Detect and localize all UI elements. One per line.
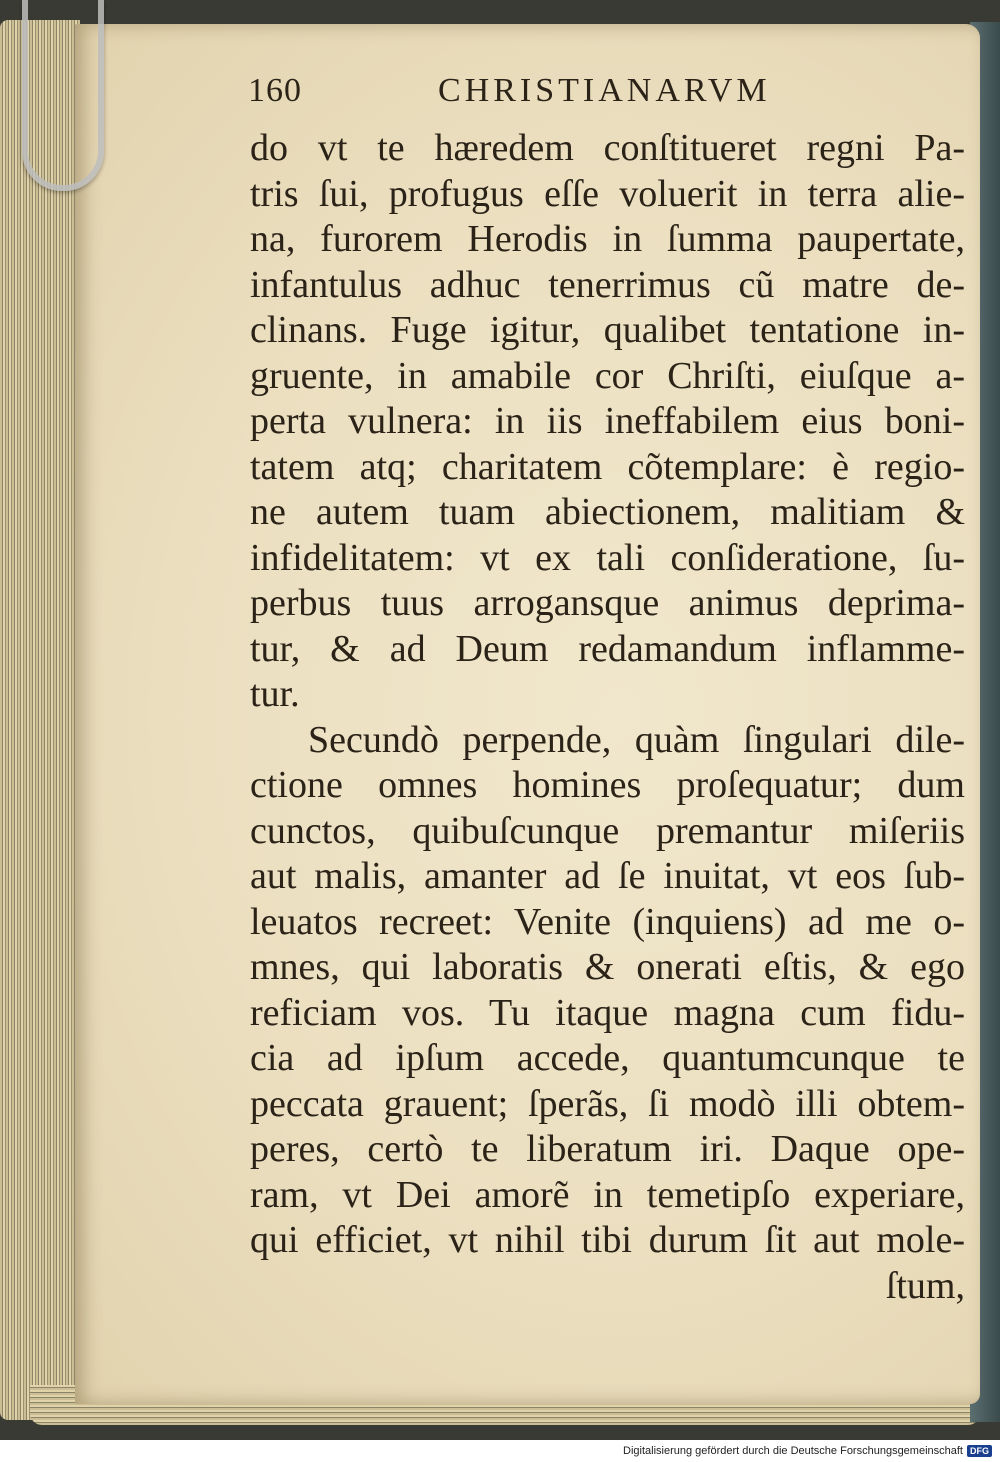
text-line: aut malis, amanter ad ſe inuitat, vt eos ſub-	[250, 855, 965, 897]
dfg-logo-icon: DFG	[967, 1445, 992, 1457]
credit-text: Digitalisierung gefördert durch die Deutsche Forschungsgemeinschaft	[623, 1445, 963, 1457]
page-block-edge	[0, 20, 80, 1420]
text-line: clinans. Fuge igitur, qualibet tentatione in-	[250, 309, 965, 351]
text-line: na, furorem Herodis in ſumma paupertate,	[250, 218, 965, 260]
text-line: tris ſui, profugus eſſe voluerit in terra alie-	[250, 172, 965, 215]
text-line: qui efficiet, vt nihil tibi durum ſit aut mole-	[250, 1219, 965, 1261]
text-line: cunctos, quibuſcunque premantur miſeriis	[250, 809, 965, 852]
text-line: peccata grauent; ſperãs, ſi modò illi obtem-	[250, 1082, 965, 1125]
text-line: infidelitatem: vt ex tali conſideratione, ſu-	[250, 536, 965, 579]
text-line: ram, vt Dei amorẽ in temetipſo experiare,	[250, 1173, 965, 1216]
text-line: cia ad ipſum accede, quantumcunque te	[250, 1037, 965, 1079]
text-line: reficiam vos. Tu itaque magna cum fidu-	[250, 991, 965, 1034]
digitization-credit	[0, 1440, 1000, 1462]
page-clip-icon	[22, 0, 104, 191]
text-line: do vt te hæredem conſtitueret regni Pa-	[250, 127, 965, 169]
text-line: infantulus adhuc tenerrimus cũ matre de-	[250, 263, 965, 306]
text-line: tatem atq; charitatem cõtemplare: è regio-	[250, 445, 965, 488]
text-line: tur, & ad Deum redamandum inflamme-	[250, 627, 965, 670]
text-line: Secundò perpende, quàm ſingulari dile-	[308, 718, 965, 761]
text-line: perta vulnera: in iis ineffabilem eius boni-	[250, 400, 965, 442]
page-number: 160	[248, 72, 302, 109]
page-header	[248, 72, 968, 122]
text-line: perbus tuus arrogansque animus deprima-	[250, 582, 965, 624]
text-line: ne autem tuam abiectionem, malitiam &	[250, 491, 965, 533]
text-line: leuatos recreet: Venite (inquiens) ad me o-	[250, 900, 965, 943]
text-line: ctione omnes homines proſequatur; dum	[250, 764, 965, 806]
text-line: gruente, in amabile cor Chriſti, eiuſque a-	[250, 354, 965, 397]
text-line: tur.	[250, 673, 300, 715]
body-text	[250, 126, 965, 1309]
text-line: peres, certò te liberatum iri. Daque ope-	[250, 1128, 965, 1170]
text-line: ſtum,	[885, 1264, 965, 1307]
running-head: CHRISTIANARVM	[438, 72, 771, 109]
text-line: mnes, qui laboratis & onerati eſtis, & ego	[250, 946, 965, 988]
